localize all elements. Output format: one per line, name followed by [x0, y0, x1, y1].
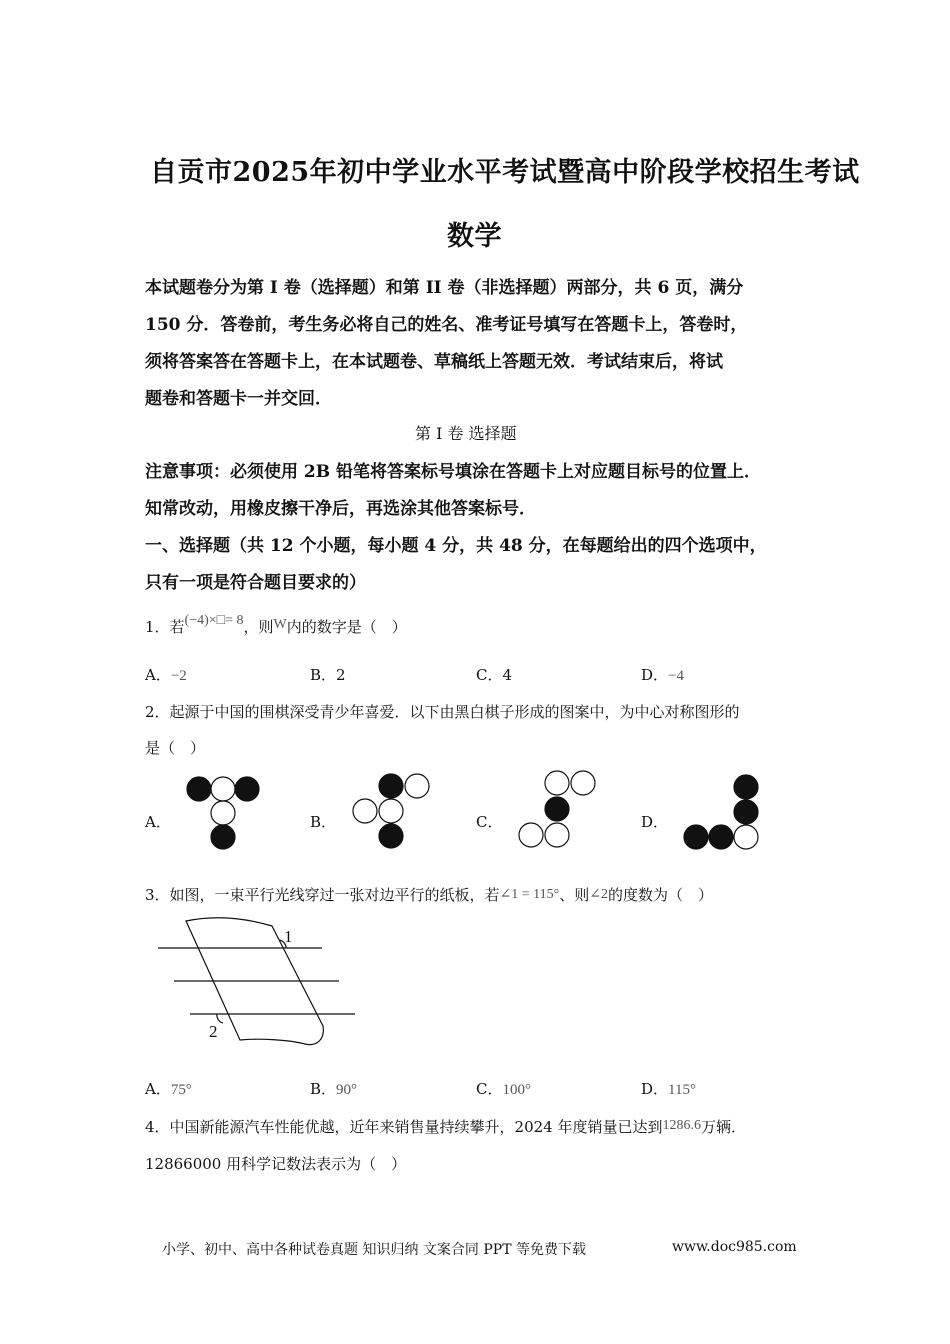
- section-line-1: 一、选择题（共 12 个小题，每小题 4 分，共 48 分，在每题给出的四个选项中，: [145, 536, 767, 556]
- question-4: [145, 1116, 746, 1137]
- q1-box-symbol: W: [273, 617, 287, 632]
- angle-1-label: 1: [284, 927, 293, 946]
- q1-option-a: A．−2: [145, 666, 187, 684]
- q3-option-a: A．75°: [145, 1080, 192, 1098]
- q1-prefix: 1．若: [145, 618, 185, 636]
- angle-2-label: 2: [209, 1022, 218, 1041]
- q4-prefix: 4．中国新能源汽车性能优越，近年来销售量持续攀升，2024 年度销量已达到: [145, 1118, 663, 1136]
- intro-line-3: 须将答案答在答题卡上，在本试题卷、草稿纸上答题无效．考试结束后，将试: [145, 352, 723, 372]
- exam-title: 自贡市2025年初中学业水平考试暨高中阶段学校招生考试: [150, 157, 860, 188]
- q1-mid: ，则: [243, 618, 274, 636]
- part1-heading: 第 I 卷 选择题: [415, 424, 517, 443]
- q2-option-d-label: D．: [641, 813, 669, 831]
- q3-option-c: C．100°: [476, 1080, 531, 1098]
- q4-value: 1286.6: [662, 1118, 701, 1133]
- q1-option-d: D．−4: [641, 666, 684, 684]
- q2-option-a-label: A．: [145, 813, 171, 831]
- q1-formula: (−4)×□= 8: [184, 613, 244, 628]
- q3-suffix: 的度数为（ ）: [608, 886, 714, 904]
- notice-line-2: 知常改动，用橡皮擦干净后，再选涂其他答案标号．: [145, 499, 536, 519]
- q3-option-d: D．115°: [641, 1080, 696, 1098]
- intro-line-2: 150 分．答卷前，考生务必将自己的姓名、准考证号填写在答题卡上，答卷时，: [145, 315, 748, 335]
- q3-angle: ∠2: [589, 887, 609, 902]
- q3-option-b: B．90°: [310, 1080, 358, 1098]
- footer-text: 小学、初中、高中各种试卷真题 知识归纳 文案合同 PPT 等免费下载: [162, 1242, 586, 1258]
- q3-condition: ∠1 = 115°: [499, 887, 560, 902]
- q2-option-c-label: C．: [476, 813, 503, 831]
- q1-suffix: 内的数字是（ ）: [286, 618, 407, 636]
- q2-option-b-label: B．: [310, 813, 337, 831]
- q1-option-b: B．2: [310, 666, 346, 684]
- footer-url[interactable]: www.doc985.com: [672, 1239, 797, 1255]
- q2-line-1: 2．起源于中国的围棋深受青少年喜爱．以下由黑白棋子形成的图案中，为中心对称图形的: [145, 703, 740, 721]
- q3-mid: 、则: [559, 886, 590, 904]
- intro-line-1: 本试题卷分为第 I 卷（选择题）和第 II 卷（非选择题）两部分，共 6 页，满分: [145, 278, 744, 298]
- q4-suffix: 万辆．: [701, 1118, 747, 1136]
- q2-line-2: 是（ ）: [145, 739, 206, 757]
- q1-option-c: C．4: [476, 666, 513, 684]
- section-line-2: 只有一项是符合题目要求的）: [145, 573, 366, 593]
- q4-line-2: 12866000 用科学记数法表示为（ ）: [145, 1155, 407, 1173]
- subject-title: 数学: [447, 221, 502, 252]
- intro-line-4: 题卷和答题卡一并交回．: [145, 389, 332, 409]
- notice-line-1: 注意事项：必须使用 2B 铅笔将答案标号填涂在答题卡上对应题目标号的位置上．: [145, 462, 762, 482]
- angle-2-arc: [217, 1014, 223, 1023]
- q3-prefix: 3．如图，一束平行光线穿过一张对边平行的纸板，若: [145, 886, 500, 904]
